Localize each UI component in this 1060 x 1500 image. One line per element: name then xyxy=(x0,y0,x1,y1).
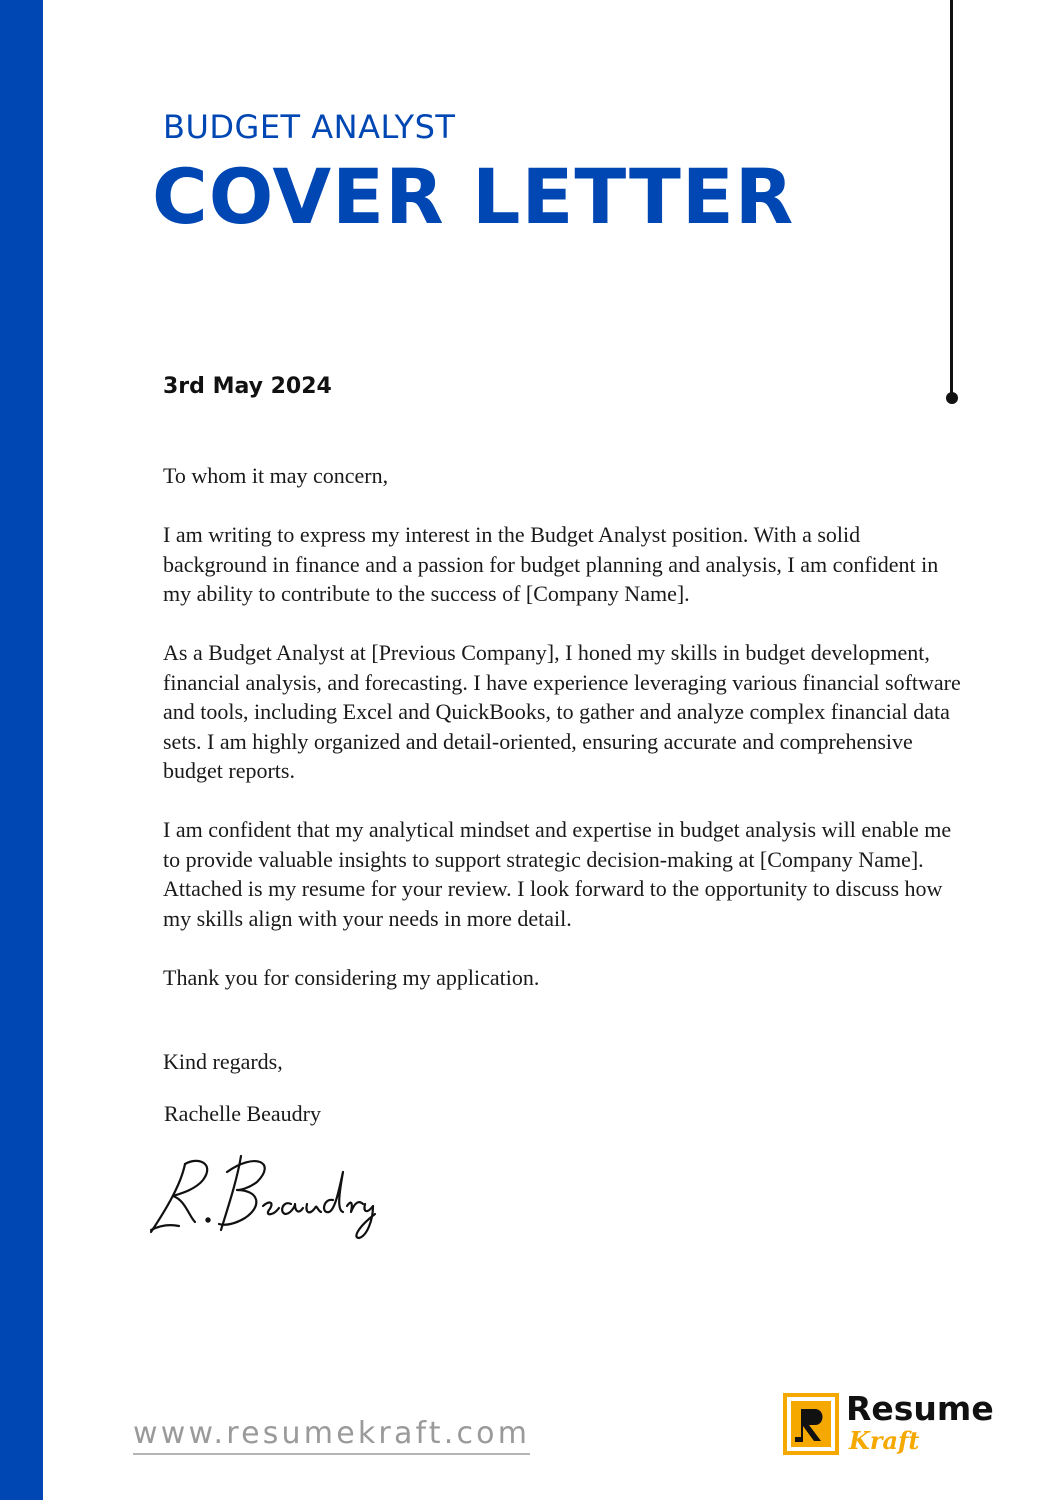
letter-date: 3rd May 2024 xyxy=(163,374,332,399)
decorative-line-dot xyxy=(946,392,958,404)
paragraph-thanks: Thank you for considering my application. xyxy=(163,964,540,990)
paragraph-intro: I am writing to express my interest in the Budget Analyst position. With a solid background in finance and a passion for budget planning and analysis, I am confident in my ability to contribute to the success of [Company Name]. xyxy=(163,522,939,606)
salutation: To whom it may concern, xyxy=(163,463,389,488)
sender-name: Rachelle Beaudry xyxy=(164,1101,321,1126)
paragraph-experience: As a Budget Analyst at [Previous Company], I honed my skills in budget development, financial analysis, and forecasting. I have experience leveraging various financial software and tools, including Excel and QuickBooks, to gather and analyze complex financial data sets. I am highly organized and detail-oriented, ensuring accurate and comprehensive budget reports. xyxy=(163,640,961,783)
decorative-vertical-line xyxy=(950,0,953,396)
document-subtitle: BUDGET ANALYST xyxy=(163,108,456,146)
logo-wordmark-kraft: Kraft xyxy=(849,1426,920,1455)
paragraph-confidence: I am confident that my analytical mindset and expertise in budget analysis will enable me to provide valuable insights to support strategic decision-making at [Company Name]. Attached is my resume for your review. I look forward to the opportunity to discuss how my skills align with your needs in more detail. xyxy=(163,817,952,931)
letter-body xyxy=(163,461,963,1022)
left-accent-bar xyxy=(0,0,43,1500)
document-title: COVER LETTER xyxy=(152,152,795,241)
logo-r-icon xyxy=(783,1393,839,1455)
website-link[interactable]: www.resumekraft.com xyxy=(133,1416,530,1455)
resumekraft-logo xyxy=(783,1389,1013,1463)
closing-line: Kind regards, xyxy=(163,1049,283,1074)
handwritten-signature xyxy=(145,1150,385,1240)
logo-wordmark-resume: Resume xyxy=(846,1389,994,1428)
